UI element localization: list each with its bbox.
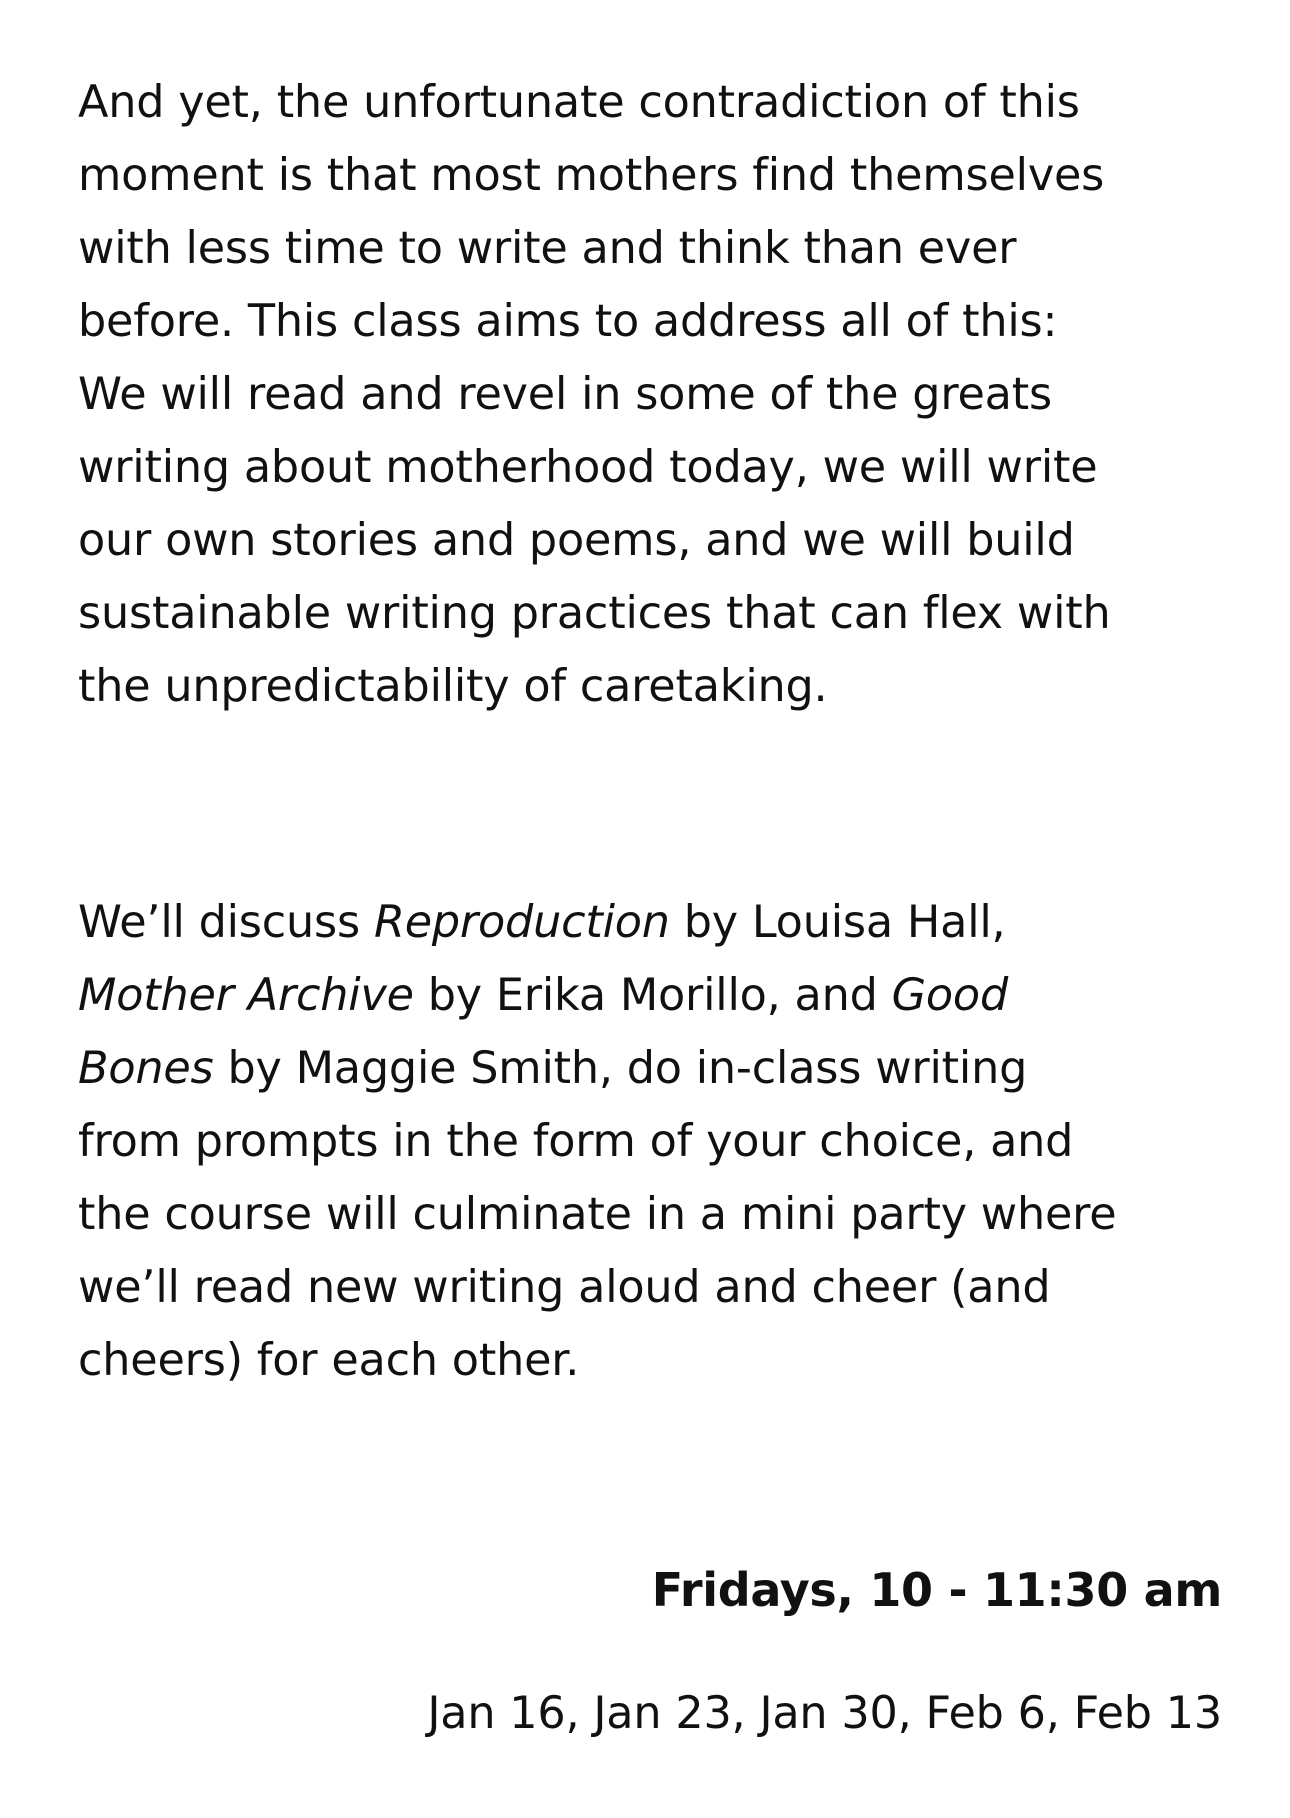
readings-text: by Maggie Smith, do in-class writing	[213, 1043, 1028, 1094]
intro-line: with less time to write and think than ever	[78, 223, 1017, 274]
intro-line: before. This class aims to address all of this:	[78, 296, 1058, 347]
intro-line: We will read and revel in some of the greats	[78, 369, 1052, 420]
readings-line	[78, 1032, 1228, 1105]
intro-line: writing about motherhood today, we will write	[78, 442, 1098, 493]
readings-line: we’ll read new writing aloud and cheer (and	[78, 1262, 1051, 1313]
intro-paragraph	[78, 66, 1228, 723]
readings-line: from prompts in the form of your choice, and	[78, 1116, 1074, 1167]
readings-line	[78, 959, 1228, 1032]
intro-line: And yet, the unfortunate contradiction of this	[78, 77, 1080, 128]
intro-line: the unpredictability of caretaking.	[78, 661, 828, 712]
intro-line: moment is that most mothers find themselves	[78, 150, 1105, 201]
readings-text: by Erika Morillo, and	[413, 970, 892, 1021]
schedule-time: Fridays, 10 - 11:30 am	[651, 1563, 1222, 1617]
book-title-good-bones-part1: Good	[891, 970, 1009, 1021]
readings-text: We’ll discuss	[78, 897, 374, 948]
readings-paragraph	[78, 886, 1228, 1397]
book-title-mother-archive: Mother Archive	[78, 970, 414, 1021]
readings-line: cheers) for each other.	[78, 1335, 580, 1386]
intro-line: sustainable writing practices that can flex with	[78, 588, 1111, 639]
readings-line: the course will culminate in a mini party where	[78, 1189, 1117, 1240]
schedule-dates: Jan 16, Jan 23, Jan 30, Feb 6, Feb 13	[427, 1688, 1222, 1739]
book-title-good-bones-part2: Bones	[78, 1043, 214, 1094]
readings-line	[78, 886, 1228, 959]
book-title-reproduction: Reproduction	[373, 897, 670, 948]
readings-text: by Louisa Hall,	[669, 897, 1006, 948]
intro-line: our own stories and poems, and we will build	[78, 515, 1075, 566]
